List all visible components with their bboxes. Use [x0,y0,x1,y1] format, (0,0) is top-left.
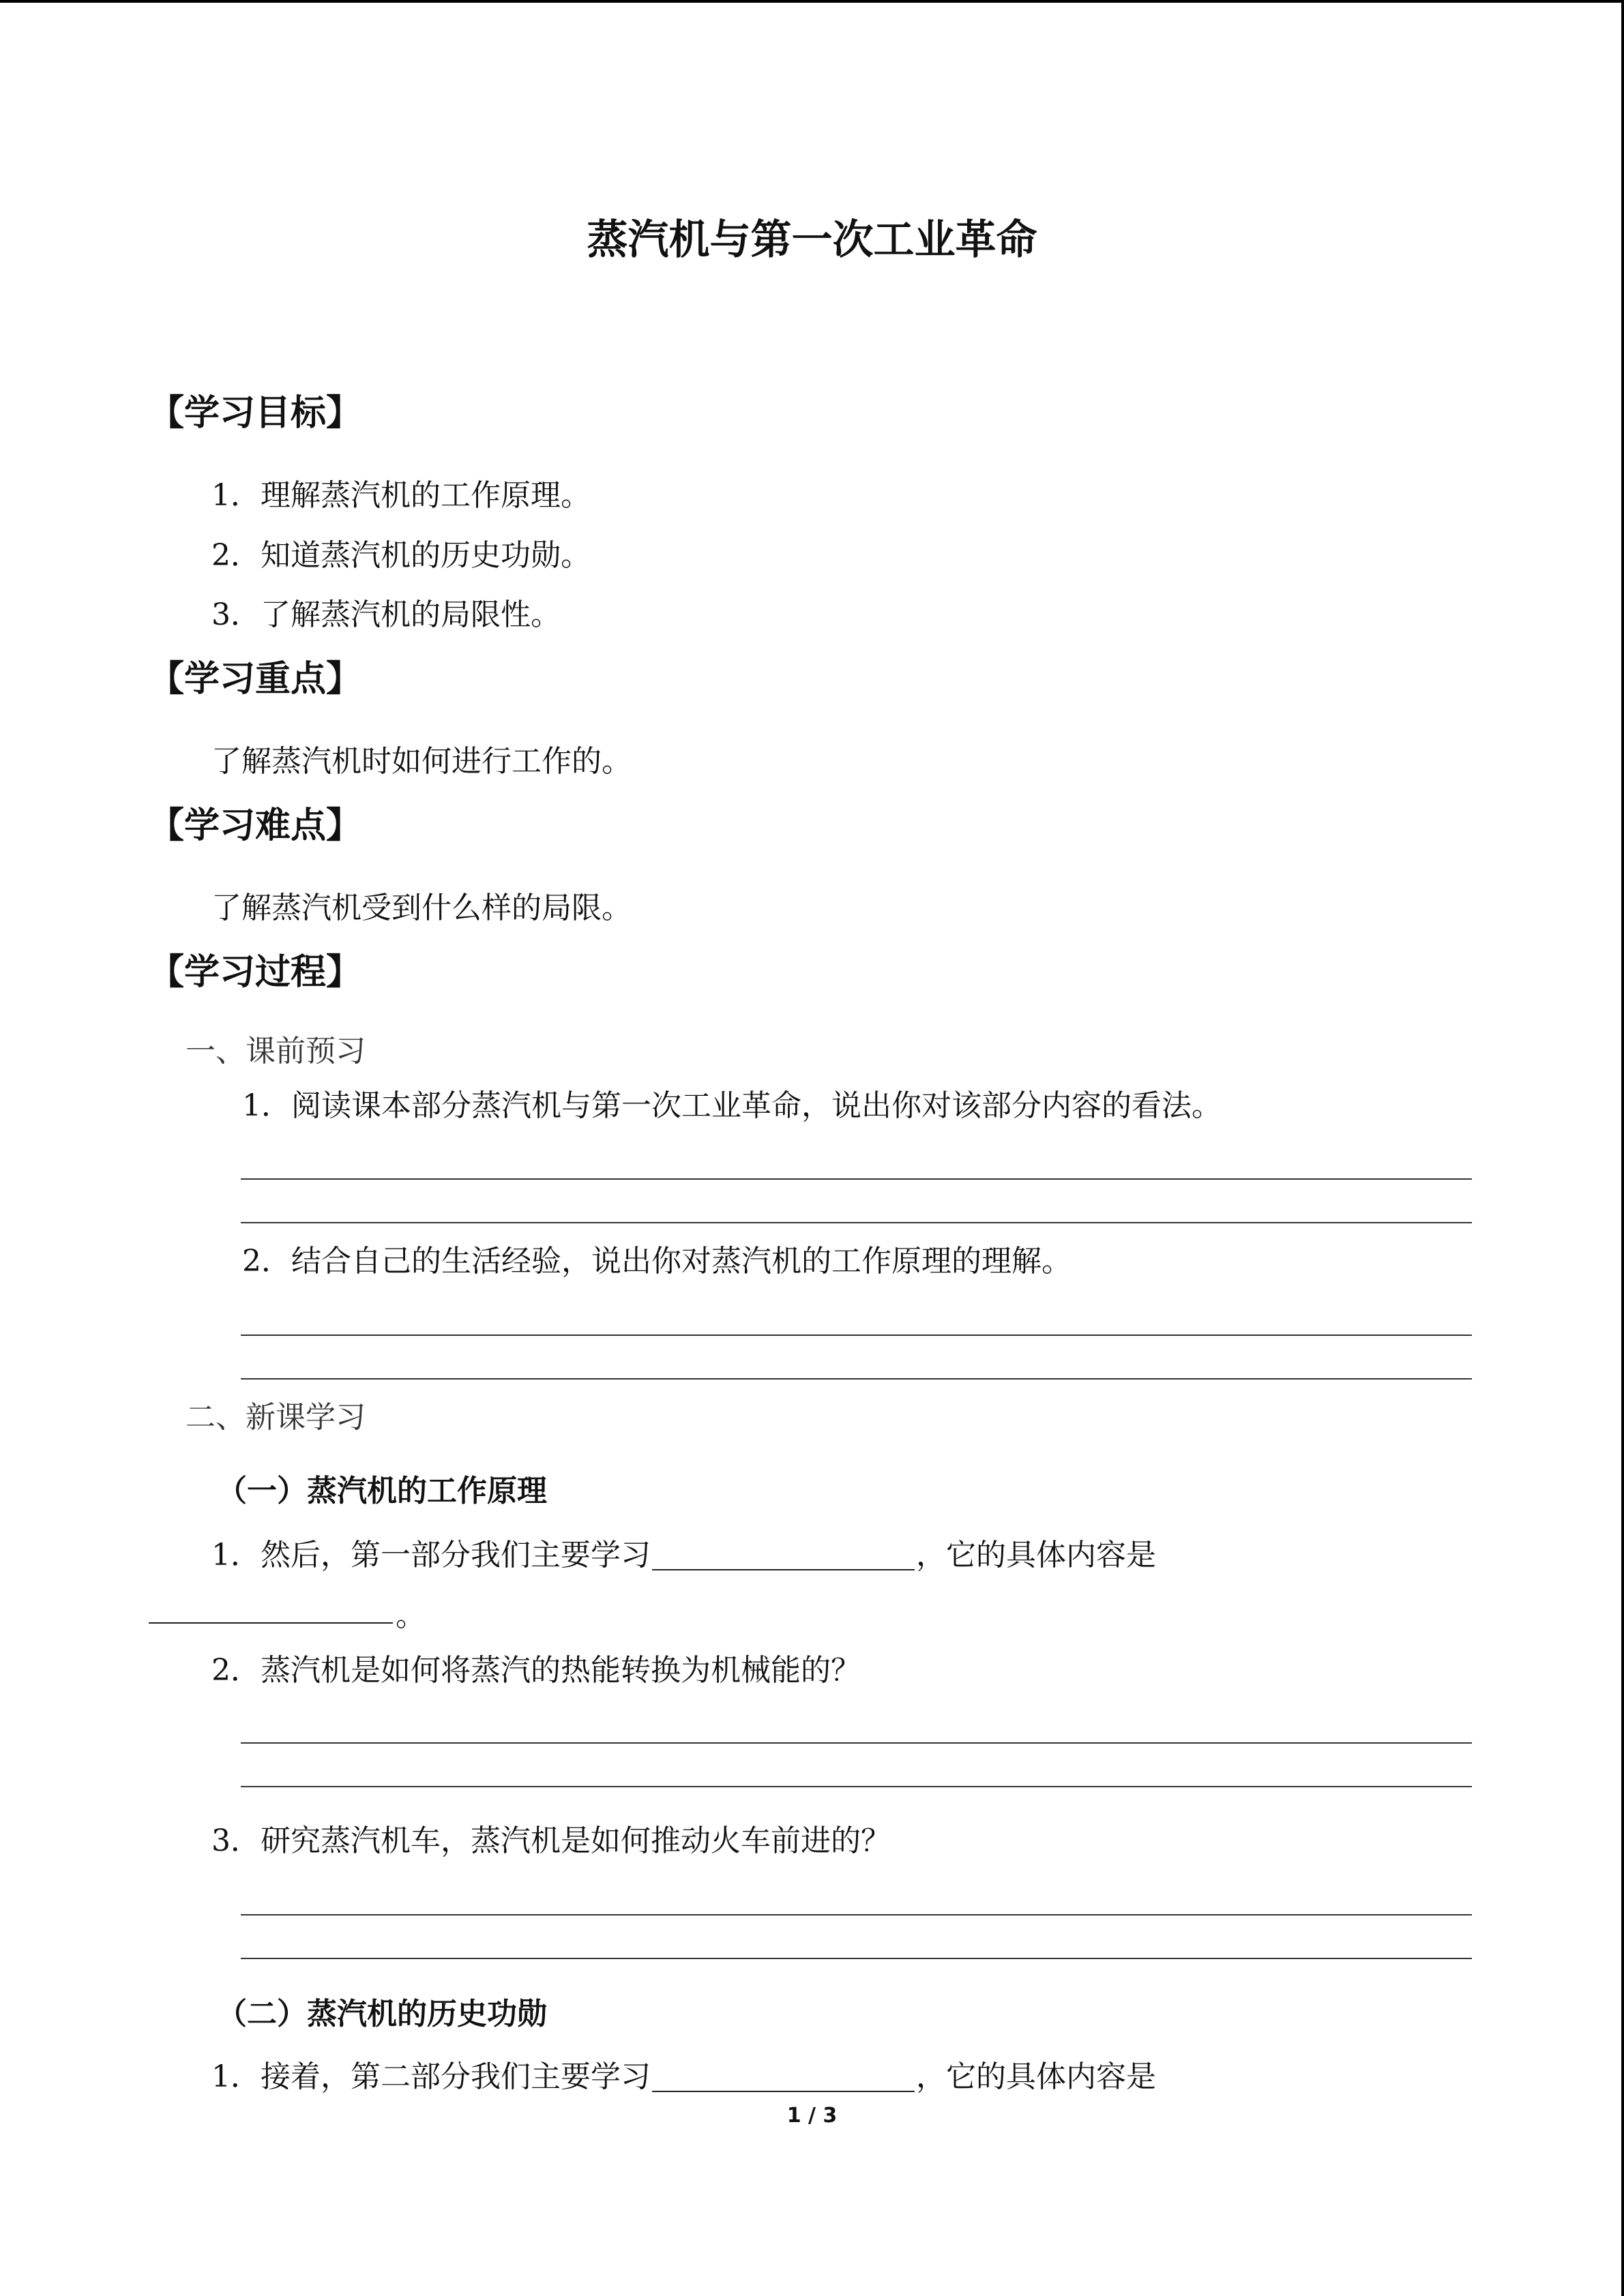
objective-item-1: 1．理解蒸汽机的工作原理。 [211,478,591,513]
part2-title: （二）蒸汽机的历史功勋 [217,1997,547,2031]
answer-line[interactable] [241,1914,1472,1915]
objective-item-2: 2．知道蒸汽机的历史功勋。 [211,538,591,573]
answer-line[interactable] [241,1958,1472,1959]
difficulties-heading: 【学习难点】 [149,805,362,846]
part1-title: （一）蒸汽机的工作原理 [217,1474,547,1508]
objective-item-3: 3．了解蒸汽机的局限性。 [211,597,561,632]
answer-line[interactable] [241,1378,1472,1380]
new-lesson-label: 二、新课学习 [186,1400,366,1435]
answer-line[interactable] [241,1222,1472,1223]
objectives-heading: 【学习目标】 [149,393,362,434]
part1-question-1 [211,1538,1156,1570]
key-points-text: 了解蒸汽机时如何进行工作的。 [211,744,632,779]
fill-blank[interactable] [652,1538,915,1570]
part1-q1-text-after: ，它的具体内容是 [916,1538,1156,1572]
part2-q1-text-after: ，它的具体内容是 [916,2059,1156,2094]
key-points-heading: 【学习重点】 [149,659,362,700]
process-heading: 【学习过程】 [149,952,362,993]
preview-label: 一、课前预习 [186,1034,366,1069]
difficulties-text: 了解蒸汽机受到什么样的局限。 [211,891,632,925]
part1-q1-text-before: 1．然后，第一部分我们主要学习 [211,1538,651,1572]
part1-question-3: 3．研究蒸汽机车，蒸汽机是如何推动火车前进的？ [211,1823,891,1858]
right-border [1621,0,1624,2296]
answer-line[interactable] [241,1335,1472,1336]
part2-question-1 [211,2059,1156,2092]
preview-question-2: 2．结合自己的生活经验，说出你对蒸汽机的工作原理的理解。 [242,1244,1072,1279]
part1-q1-end: 。 [396,1598,426,1633]
page-title: 蒸汽机与第一次工业革命 [587,216,1037,264]
preview-question-1: 1．阅读课本部分蒸汽机与第一次工业革命，说出你对该部分内容的看法。 [242,1088,1222,1123]
part1-question-2: 2．蒸汽机是如何将蒸汽的热能转换为机械能的？ [211,1653,861,1688]
fill-blank[interactable] [149,1622,393,1624]
part2-q1-text-before: 1．接着，第二部分我们主要学习 [211,2059,651,2094]
answer-line[interactable] [241,1786,1472,1787]
page-number: 1 / 3 [786,2104,838,2128]
answer-line[interactable] [241,1742,1472,1744]
answer-line[interactable] [241,1178,1472,1180]
fill-blank[interactable] [652,2059,915,2092]
top-border [0,0,1624,3]
